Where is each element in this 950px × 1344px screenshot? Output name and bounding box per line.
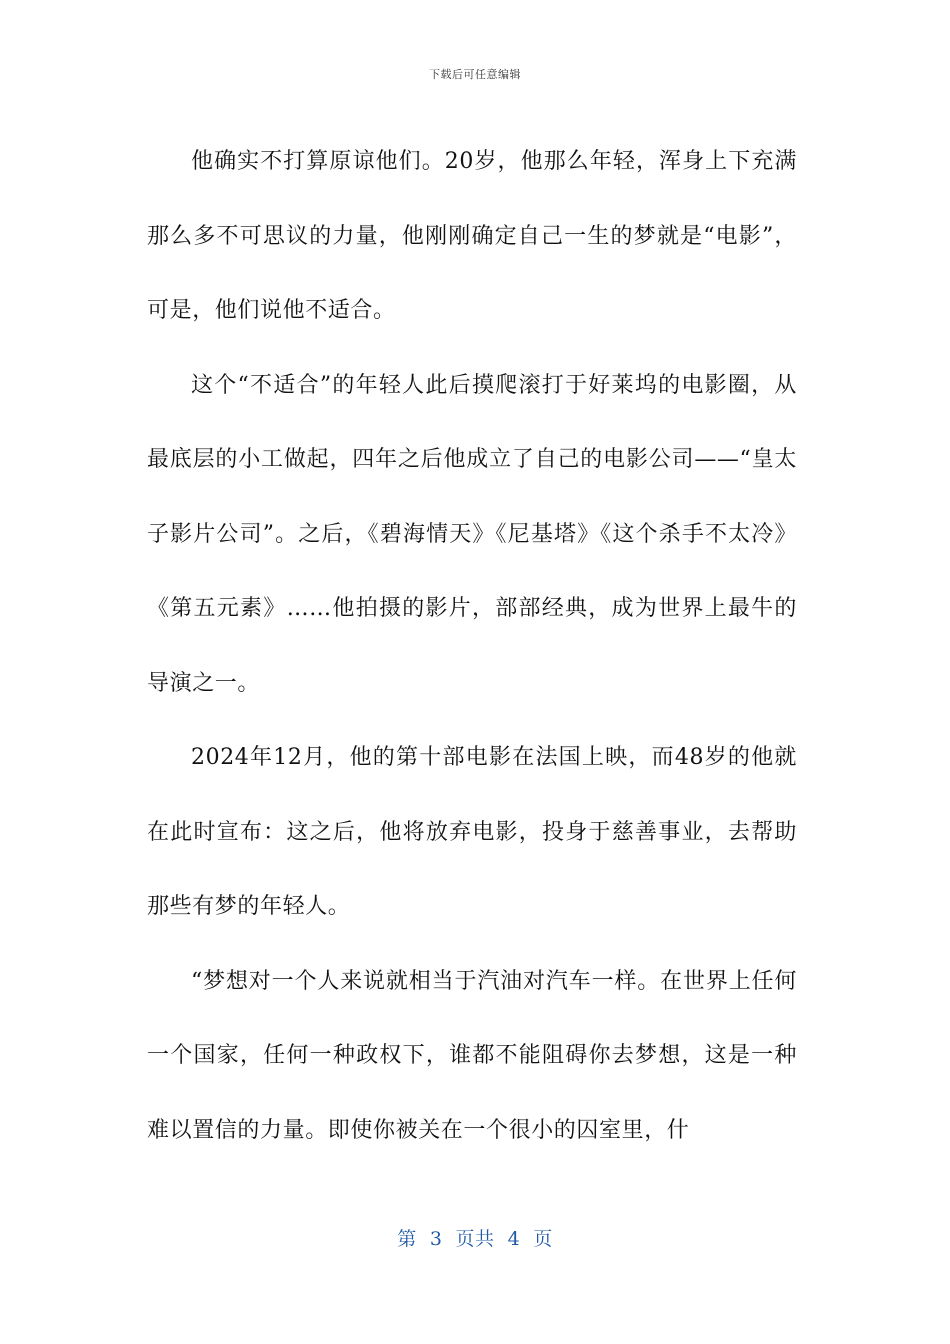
document-body bbox=[147, 125, 797, 1168]
page-number-footer: 第 3 页共 4 页 bbox=[397, 1228, 553, 1250]
paragraph-4: “梦想对一个人来说就相当于汽油对汽车一样。在世界上任何一个国家，任何一种政权下，谁都不能阻碍你去梦想，这是一种难以置信的力量。即使你被关在一个很小的囚室里，什 bbox=[147, 968, 797, 1143]
paragraph-3: 2024年12月，他的第十部电影在法国上映，而48岁的他就在此时宣布：这之后，他将放弃电影，投身于慈善事业，去帮助那些有梦的年轻人。 bbox=[147, 745, 797, 919]
paragraph-1: 他确实不打算原谅他们。20岁，他那么年轻，浑身上下充满那么多不可思议的力量，他刚刚确定自己一生的梦就是“电影”，可是，他们说他不适合。 bbox=[147, 149, 797, 323]
paragraph-2: 这个“不适合”的年轻人此后摸爬滚打于好莱坞的电影圈，从最底层的小工做起，四年之后他成立了自己的电影公司——“皇太子影片公司”。之后，《碧海情天》《尼基塔》《这个杀手不太冷》《第五元素》……他拍摄的影片，部部经典，成为世界上最牛的导演之一。 bbox=[147, 372, 797, 696]
page-header: 下载后可任意编辑 bbox=[429, 68, 521, 81]
